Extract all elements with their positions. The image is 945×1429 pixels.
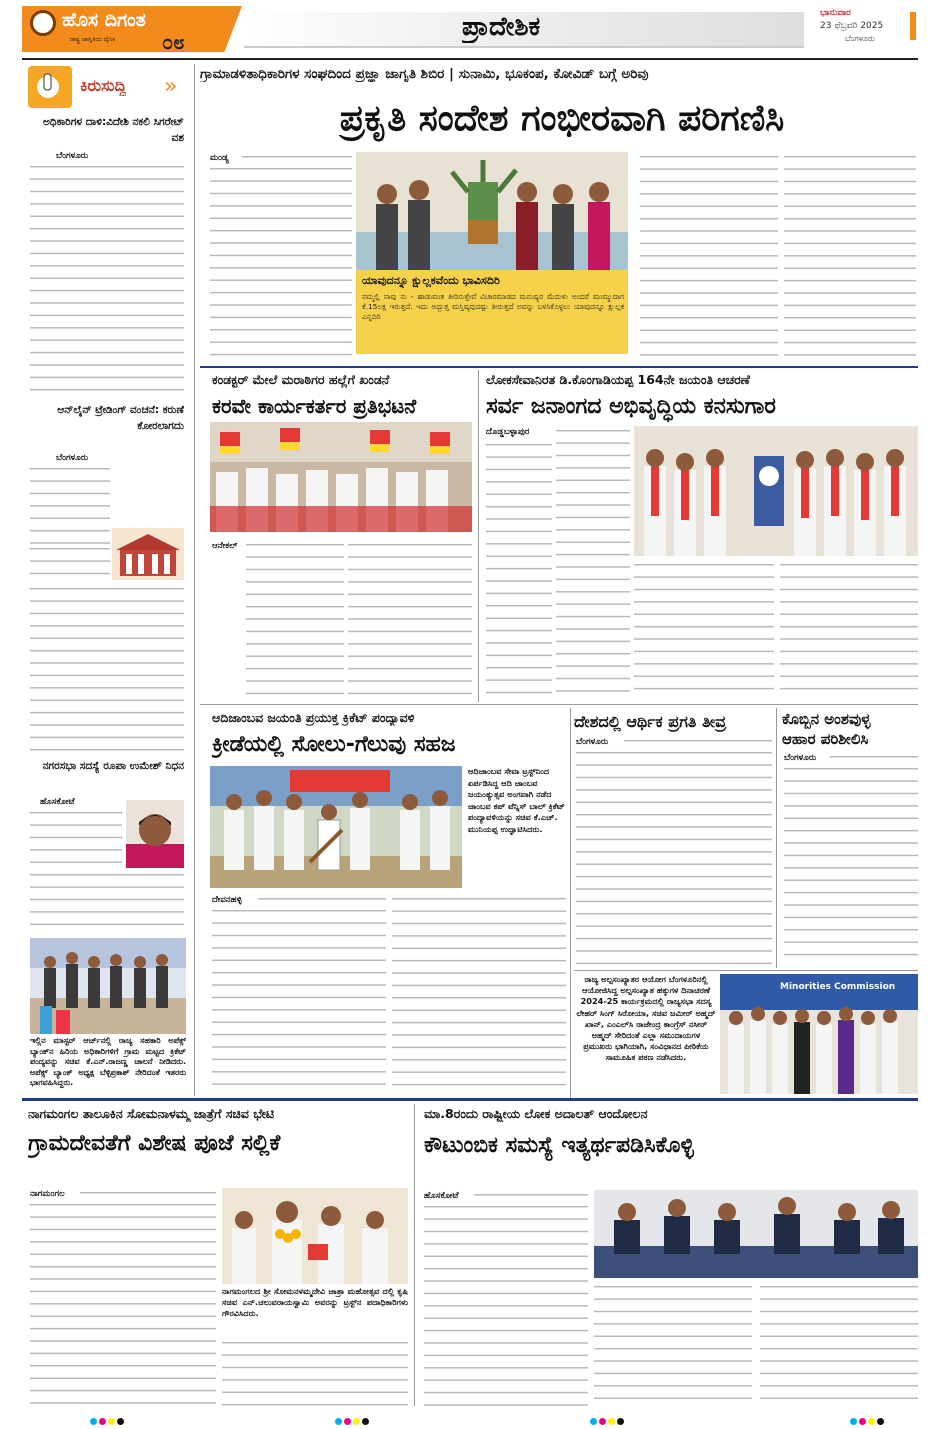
kirusuddi-body-3a xyxy=(30,808,122,870)
kongadiyappa-body-col4 xyxy=(780,560,918,700)
village-kicker: ನಾಗಮಂಗಲ ತಾಲೂಕಿನ ಸೋಮನಾಳಮ್ಮ ಜಾತ್ರೆಗೆ ಸಚಿವ ಭೇಟಿ xyxy=(28,1106,275,1121)
kirusuddi-dateline-2: ಬೆಂಗಳೂರು xyxy=(56,453,89,463)
cricket-dateline: ದೇವನಹಳ್ಳಿ xyxy=(212,895,242,905)
main-headline: ಪ್ರಕೃತಿ ಸಂದೇಶ ಗಂಭೀರವಾಗಿ ಪರಿಗಣಿಸಿ xyxy=(339,98,785,139)
minority-event-photo xyxy=(720,974,918,1094)
main-kicker: ಗ್ರಾಮಾಡಳಿತಾಧಿಕಾರಿಗಳ ಸಂಘದಿಂದ ಪ್ರಜ್ಞಾ ಜಾಗೃತಿ ಶಿಬಿರ | ಸುನಾಮಿ, ಭೂಕಂಪ, ಕೋವಿಡ್ ಬಗ್ಗೆ ಅರಿವು xyxy=(200,66,649,82)
kandaktar-protest-photo xyxy=(210,422,472,532)
economy-dateline: ಬೆಂಗಳೂರು xyxy=(576,737,609,747)
kandaktar-kicker: ಕಂಡಕ್ಟರ್ ಮೇಲೆ ಮರಾಠಿಗರ ಹಲ್ಲೆಗೆ ಖಂಡನೆ xyxy=(212,372,390,387)
portrait-photo xyxy=(126,800,184,868)
adalat-kicker: ಮಾ.8ರಂದು ರಾಷ್ಟ್ರೀಯ ಲೋಕ ಅದಾಲತ್ ಆಂದೋಲನ xyxy=(424,1106,648,1121)
cricket-body-col2 xyxy=(392,894,566,1090)
fat-body-1 xyxy=(830,752,918,764)
adalat-dateline: ಹೊಸಕೋಟೆ xyxy=(424,1191,459,1201)
masthead-date: 23 ಫೆಬ್ರವರಿ 2025 xyxy=(820,21,884,31)
footer-dots-right xyxy=(850,1410,886,1429)
minority-caption: ರಾಜ್ಯ ಅಲ್ಪಸಂಖ್ಯಾತರ ಆಯೋಗ ಬೆಂಗಳೂರಿನಲ್ಲಿ ಆಯೋಜಿಸಿದ್ದ ಅಲ್ಪಸಂಖ್ಯಾತ ಹಕ್ಕುಗಳ ದಿನಾಚರಣೆ 2024-25 ಕಾರ್ಯಕ್ರಮದಲ್ಲಿ ರಾಜ್ಯಸಭಾ ಸದಸ್ಯ ಲೇಹರ್ ಸಿಂಗ್ ಸಿರೋಯಾ, ಸಚಿವ ಜಮೀರ್ ಅಹ್ಮದ್ ಖಾನ್, ಎಂಎಲ್‌ಸಿ ರಾಜೇಂದ್ರ ಕಾಂಗ್ರೆಸ್ ನಸೀರ್ ಅಹ್ಮದ್ ಸೇರಿದಂತೆ ಎಲ್ಲಾ ಸಮುದಾಯಗಳ ಪ್ರಮುಖರು ಭಾಗಿಯಾಗಿ, ಸಂವಿಧಾನದ ಪೀಠಿಕೆಯ ಸಾಮೂಹಿಕ ಪಠಣ ನಡೆಸಿದರು. xyxy=(576,974,716,1063)
economy-divider xyxy=(776,708,777,968)
chevron-right-icon: » xyxy=(164,74,178,99)
kongadiyappa-body-col3 xyxy=(634,560,774,700)
kandaktar-headline: ಕರವೇ ಕಾರ್ಯಕರ್ತರ ಪ್ರತಿಭಟನೆ xyxy=(212,394,417,418)
economy-body-2 xyxy=(576,748,772,966)
village-body-col2 xyxy=(222,1338,408,1408)
main-body-col1 xyxy=(242,152,352,164)
page-number: ೦೮ xyxy=(162,30,185,54)
cricket-body-col1b xyxy=(212,906,386,1090)
masthead-day: ಭಾನುವಾರ xyxy=(820,8,851,18)
kirusuddi-label: ಕಿರುಸುದ್ದಿ xyxy=(80,76,127,95)
logo-emblem-icon xyxy=(30,10,56,36)
bank-event-photo xyxy=(30,938,186,1034)
rule-mid-1 xyxy=(200,704,918,705)
village-photo-caption: ನಾಗಮಂಗಲದ ಶ್ರೀ ಸೋಮನಳಮ್ಮದೇವಿ ಜಾತ್ರಾ ಮಹೋತ್ಸವ ದಲ್ಲಿ ಕೃಷಿ ಸಚಿವ ಎನ್.ಚಲುವರಾಯಸ್ವಾಮಿ ಅವರನ್ನು ಟ್ರಸ್ಟ್‌ನ ಪದಾಧಿಕಾರಿಗಳು ಗೌರವಿಸಿದರು. xyxy=(222,1286,408,1319)
kirusuddi-title-1: ಅಧಿಕಾರಿಗಳ ದಾಳಿ:ವಿದೇಶಿ ನಕಲಿ ಸಿಗರೇಟ್ ವಶ xyxy=(43,116,184,144)
village-body-col1a xyxy=(80,1188,216,1200)
masthead-accent xyxy=(910,12,916,40)
village-felicitation-photo xyxy=(222,1188,408,1284)
village-dateline: ನಾಗಮಂಗಲ xyxy=(30,1189,65,1199)
court-building-photo xyxy=(112,528,184,580)
kongadiyappa-headline: ಸರ್ವ ಜನಾಂಗದ ಅಭಿವೃದ್ಧಿಯ ಕನಸುಗಾರ xyxy=(486,394,776,419)
cricket-body-col1 xyxy=(258,894,386,906)
masthead-rule xyxy=(22,58,918,60)
main-body-col3 xyxy=(640,152,778,360)
kongadiyappa-body-col2 xyxy=(556,426,630,700)
kongadiyappa-body-col1 xyxy=(486,440,552,700)
logo: ಹೊಸ ದಿಗಂತ xyxy=(62,9,146,31)
adalat-body-col1b xyxy=(424,1202,588,1408)
kandaktar-divider xyxy=(478,370,479,702)
footer-dots-center-left xyxy=(335,1410,371,1429)
adalat-headline: ಕೌಟುಂಬಿಕ ಸಮಸ್ಯೆ ಇತ್ಯರ್ಥಪಡಿಸಿಕೊಳ್ಳಿ xyxy=(424,1133,694,1158)
main-dateline: ಮಂಡ್ಯ xyxy=(210,153,229,163)
kirusuddi-body-2a xyxy=(30,464,110,544)
kandaktar-body-col2 xyxy=(348,540,472,698)
section-title: ಪ್ರಾದೇಶಿಕ xyxy=(462,12,541,42)
rule-section-bottom xyxy=(22,1098,918,1101)
village-body-col1b xyxy=(30,1200,216,1408)
minority-banner-text: Minorities Commission xyxy=(780,982,896,992)
cricket-match-photo xyxy=(210,766,462,888)
fat-headline-2: ಆಹಾರ ಪರಿಶೀಲಿಸಿ xyxy=(782,730,869,748)
kirusuddi-body-1 xyxy=(30,162,184,400)
fat-headline-1: ಕೊಬ್ಬಿನ ಅಂಶವುಳ್ಳ xyxy=(782,710,871,728)
rule-main-bottom xyxy=(200,366,918,368)
cricket-divider xyxy=(570,708,571,1098)
main-event-photo xyxy=(356,152,628,270)
left-column-divider xyxy=(194,64,195,1096)
logo-tagline: ರಾಷ್ಟ್ರ ಜಾಗೃತಿಯ ದೈನಿಕ xyxy=(70,36,116,43)
main-inset-text: ನಮ್ಮಲ್ಲಿ ನಾವು ನು - ಹಾಡುವಂತ ತೀರಿಸುತ್ತೇವೆ ವಿಚಾರಮಾಡದ ಮನುಷ್ಯರ ಮೆದುಳು ಅಂದರೆ ಮುಮ್ಮುದಾಗ ಕೆ.15ಲಕ್ಷ ಇರುತ್ತದೆ. ಇದು ಅದ್ಭುತ್ತ ಮಸ್ತಿಷ್ಕವುದಷ್ಟು ತೀರುತ್ತದೆ ಅವನ್ನು ಬಳಸಿಕೊಳ್ಳಲು ಯಾವುದನ್ನೂ ಕ್ಷುಲ್ಲಕ ಎನ್ನದಿರಿ xyxy=(362,292,624,322)
kirusuddi-dateline-3: ಹೊಸಕೋಟೆ xyxy=(40,797,75,807)
rule-mid-2 xyxy=(574,970,918,971)
masthead-city: ಬೆಂಗಳೂರು xyxy=(845,34,875,43)
adalat-body-col2 xyxy=(594,1282,752,1408)
village-headline: ಗ್ರಾಮದೇವತೆಗೆ ವಿಶೇಷ ಪೂಜೆ ಸಲ್ಲಿಕೆ xyxy=(28,1131,281,1156)
main-inset-title: ಯಾವುದನ್ನೂ ಕ್ಷುಲ್ಲಕವೆಂದು ಭಾವಿಸದಿರಿ xyxy=(362,274,500,287)
kirusuddi-dateline-1: ಬೆಂಗಳೂರು xyxy=(56,151,89,161)
fat-dateline: ಬೆಂಗಳೂರು xyxy=(784,753,817,763)
economy-body-1 xyxy=(624,736,772,748)
megaphone-hand-icon xyxy=(28,66,72,108)
kirusuddi-badge xyxy=(28,66,183,110)
fat-body-2 xyxy=(784,764,918,966)
kongadiyappa-stage-photo xyxy=(634,426,918,556)
masthead xyxy=(0,0,945,58)
kandaktar-dateline: ಆನೇಕಲ್ xyxy=(212,541,238,551)
kirusuddi-body-2c xyxy=(30,584,184,756)
cricket-kicker: ಆದಿಜಾಂಬವ ಜಯಂತಿ ಪ್ರಯುಕ್ತ ಕ್ರಿಕೆಟ್ ಪಂದ್ಯಾವಳಿ xyxy=(212,710,415,725)
main-body-col1b xyxy=(210,164,352,362)
village-divider xyxy=(414,1104,415,1406)
adalat-body-col3 xyxy=(760,1282,918,1408)
adalat-body-col1a xyxy=(474,1190,588,1202)
footer-dots-center-right xyxy=(590,1410,626,1429)
bank-event-caption: ಇಲ್ಲಿನ ಮಾಸ್ಟರ್ ಆರ್ಚ್‌ನಲ್ಲಿ ರಾಜ್ಯ ಸಹಕಾರಿ ಅಪೆಕ್ಸ್ ಬ್ಯಾಂಕ್‌ನ ಹಿರಿಯ ಅಧಿಕಾರಿಗಳಿಗೆ ಗ್ರಾಮ ಮಟ್ಟದ ಕ್ರಿಕೆಟ್ ಪಂದ್ಯವನ್ನು ಸಚಿವ ಕೆ.ಎನ್.ರಾಜಣ್ಣ ಚಾಲನೆ ನೀಡಿದರು. ಅಪೆಕ್ಸ್ ಬ್ಯಾಂಕ್ ಅಧ್ಯಕ್ಷ ಬೆಳ್ಳಿಪ್ರಕಾಶ್ ನೇರಿದಂತೆ ಇತರರು ಭಾಗವಹಿಸಿದ್ದರು. xyxy=(30,1036,186,1087)
adalat-meeting-photo xyxy=(594,1190,918,1278)
cricket-headline: ಕ್ರೀಡೆಯಲ್ಲಿ ಸೋಲು-ಗೆಲುವು ಸಹಜ xyxy=(212,732,456,757)
kongadiyappa-kicker: ಲೋಕಸೇವಾನಿರತ ಡಿ.ಕೊಂಗಾಡಿಯಪ್ಪ 164ನೇ ಜಯಂತಿ ಆಚರಣೆ xyxy=(486,372,750,387)
kirusuddi-title-2: ಆನ್‌ಲೈನ್ ಟ್ರೇಡಿಂಗ್ ವಂಚನೆ: ಕರುಣೆ ಕೋರಲಾಗದು xyxy=(57,404,184,432)
economy-headline: ದೇಶದಲ್ಲಿ ಆರ್ಥಿಕ ಪ್ರಗತಿ ತೀವ್ರ xyxy=(574,712,727,731)
kandaktar-body-col1 xyxy=(246,540,344,698)
footer-dots-left xyxy=(90,1410,126,1429)
kirusuddi-body-2b xyxy=(30,544,110,584)
kirusuddi-title-3: ನಗರಸಭಾ ಸದಸ್ಯೆ ರೂಪಾ ಉಮೇಶ್ ನಿಧನ xyxy=(42,760,184,772)
cricket-photo-caption: ಆದಿಜಾಂಬವ ಸೇವಾ ಟ್ರಸ್ಟ್‌ನಿಂದ ಏರ್ಪಡಿಸಿದ್ದ ಆದಿ ಜಾಂಬವ ಜಯಂತ್ಯುತ್ಸವ ಅಂಗವಾಗಿ ನಡೆದ ಜಾಂಬವ ಕಪ್ ಟೆನ್ನಿಸ್ ಬಾಲ್ ಕ್ರಿಕೆಟ್ ಪಂದ್ಯಾವಳಿಯನ್ನು ಸಚಿವ ಕೆ.ಎಚ್. ಮುನಿಯಪ್ಪ ಉದ್ಘಾಟಿಸಿದರು. xyxy=(468,766,565,834)
kirusuddi-body-3b xyxy=(30,870,184,926)
kongadiyappa-dateline: ದೊಡ್ಡಬಳ್ಳಾಪುರ xyxy=(486,427,530,437)
main-body-col4 xyxy=(784,152,916,360)
